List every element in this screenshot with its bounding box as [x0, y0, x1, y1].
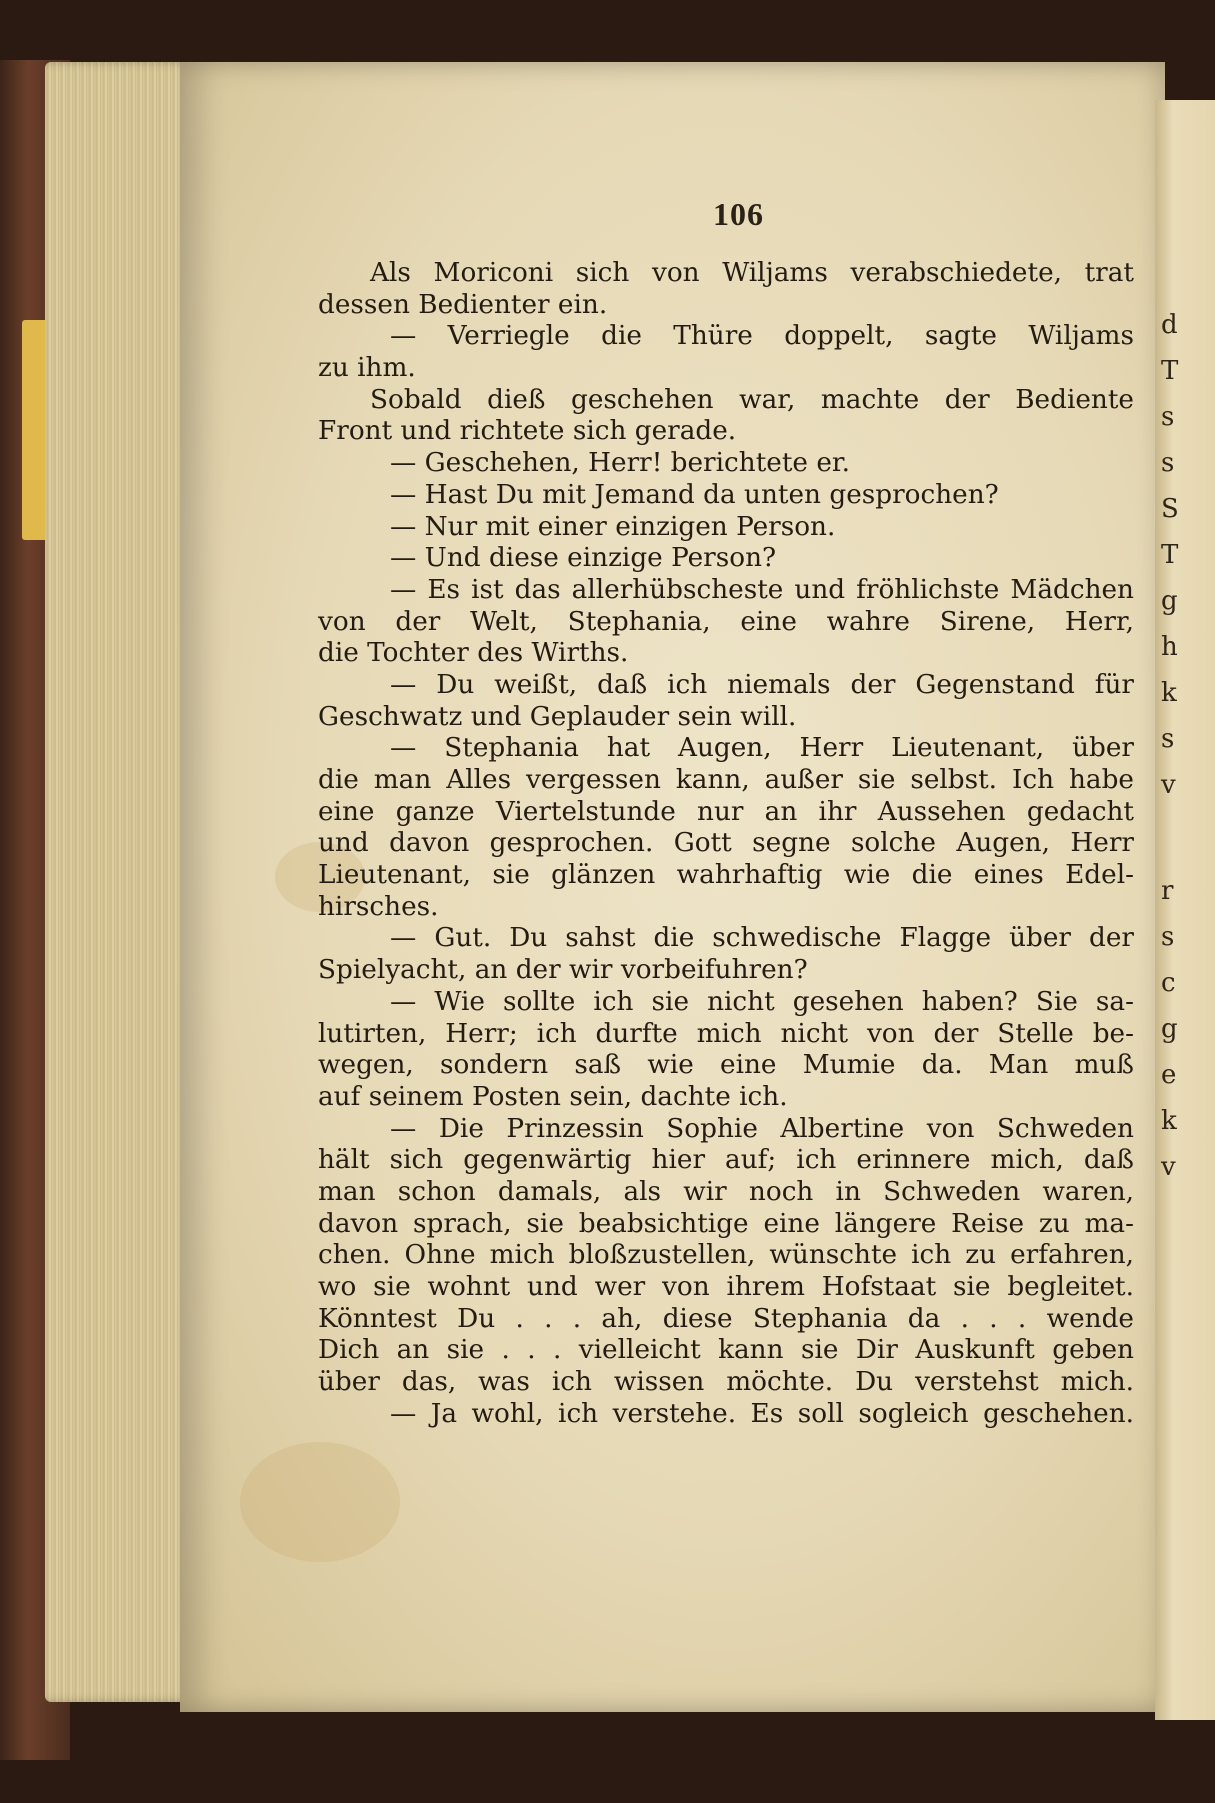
- text-line: — Hast Du mit Jemand da unten gesprochen?: [390, 479, 999, 510]
- text-line: von der Welt, Stephania, eine wahre Sirene, Herr,: [318, 606, 1134, 637]
- facing-page-fragment: s: [1161, 402, 1175, 432]
- facing-page-fragment: k: [1161, 678, 1177, 708]
- facing-page-fragment: k: [1161, 1106, 1177, 1136]
- page-number: 106: [713, 196, 764, 232]
- facing-page-fragment: e: [1161, 1060, 1177, 1090]
- facing-page-fragment: g: [1161, 586, 1178, 616]
- text-line: — Stephania hat Augen, Herr Lieutenant, über: [390, 733, 1134, 764]
- facing-page-fragment: r: [1161, 876, 1174, 906]
- facing-page-fragment: d: [1161, 310, 1178, 340]
- facing-page-fragment: s: [1161, 724, 1175, 754]
- text-line: — Gut. Du sahst die schwedische Flagge über der: [390, 923, 1134, 954]
- text-line: — Wie sollte ich sie nicht gesehen haben? Sie sa-: [390, 986, 1134, 1017]
- text-line: über das, was ich wissen möchte. Du verstehst mich.: [318, 1367, 1134, 1398]
- text-line: die Tochter des Wirths.: [318, 638, 629, 669]
- facing-page-fragment: T: [1161, 356, 1179, 386]
- body-text: [318, 258, 1134, 1430]
- text-line: — Verriegle die Thüre doppelt, sagte Wiljams: [390, 321, 1134, 352]
- text-line: auf seinem Posten sein, dachte ich.: [318, 1081, 788, 1112]
- page-stain: [240, 1442, 400, 1562]
- facing-page: [1155, 100, 1215, 1720]
- text-line: — Geschehen, Herr! berichtete er.: [390, 448, 850, 479]
- text-line: die man Alles vergessen kann, außer sie selbst. Ich habe: [318, 765, 1134, 795]
- text-line: wo sie wohnt und wer von ihrem Hofstaat sie begleitet.: [318, 1272, 1134, 1302]
- text-line: Lieutenant, sie glänzen wahrhaftig wie die eines Edel-: [318, 860, 1134, 891]
- facing-page-fragment: v: [1161, 1152, 1176, 1182]
- facing-page-fragment: T: [1161, 540, 1179, 570]
- text-line: — Und diese einzige Person?: [390, 543, 777, 574]
- text-line: — Du weißt, daß ich niemals der Gegenstand für: [390, 669, 1134, 700]
- text-line: und davon gesprochen. Gott segne solche Augen, Herr: [318, 828, 1134, 859]
- text-line: Könntest Du . . . ah, diese Stephania da . . . wende: [318, 1303, 1134, 1334]
- facing-page-fragment: h: [1161, 632, 1178, 662]
- facing-page-fragment: s: [1161, 922, 1175, 952]
- facing-page-fragment: s: [1161, 448, 1175, 478]
- text-line: Als Moriconi sich von Wiljams verabschiedete, trat: [370, 258, 1134, 288]
- page-edges: [45, 62, 195, 1702]
- text-line: — Die Prinzessin Sophie Albertine von Schweden: [390, 1113, 1134, 1144]
- text-line: zu ihm.: [318, 353, 416, 384]
- text-line: Geschwatz und Geplauder sein will.: [318, 701, 797, 732]
- text-line: — Nur mit einer einzigen Person.: [390, 511, 836, 542]
- text-line: wegen, sondern saß wie eine Mumie da. Man muß: [318, 1050, 1134, 1081]
- text-line: Front und richtete sich gerade.: [318, 416, 737, 447]
- text-line: — Es ist das allerhübscheste und fröhlichste Mädchen: [390, 574, 1134, 605]
- text-line: Spielyacht, an der wir vorbeifuhren?: [318, 955, 808, 986]
- text-line: chen. Ohne mich bloßzustellen, wünschte ich zu erfahren,: [318, 1240, 1134, 1271]
- text-line: — Ja wohl, ich verstehe. Es soll sogleich geschehen.: [390, 1398, 1134, 1429]
- text-line: lutirten, Herr; ich durfte mich nicht von der Stelle be-: [318, 1018, 1134, 1049]
- text-line: hält sich gegenwärtig hier auf; ich erinnere mich, daß: [318, 1145, 1134, 1176]
- text-line: Dich an sie . . . vielleicht kann sie Dir Auskunft geben: [318, 1335, 1134, 1366]
- text-line: davon sprach, sie beabsichtige eine längere Reise zu ma-: [318, 1208, 1134, 1239]
- text-line: eine ganze Viertelstunde nur an ihr Aussehen gedacht: [318, 796, 1134, 827]
- facing-page-fragment: S: [1161, 494, 1179, 524]
- text-line: dessen Bedienter ein.: [318, 289, 608, 320]
- facing-page-fragment: v: [1161, 770, 1176, 800]
- text-line: hirsches.: [318, 891, 439, 922]
- text-line: man schon damals, als wir noch in Schweden waren,: [318, 1176, 1134, 1207]
- text-line: Sobald dieß geschehen war, machte der Bediente: [370, 384, 1134, 415]
- facing-page-fragment: g: [1161, 1014, 1178, 1044]
- facing-page-fragment: c: [1161, 968, 1176, 998]
